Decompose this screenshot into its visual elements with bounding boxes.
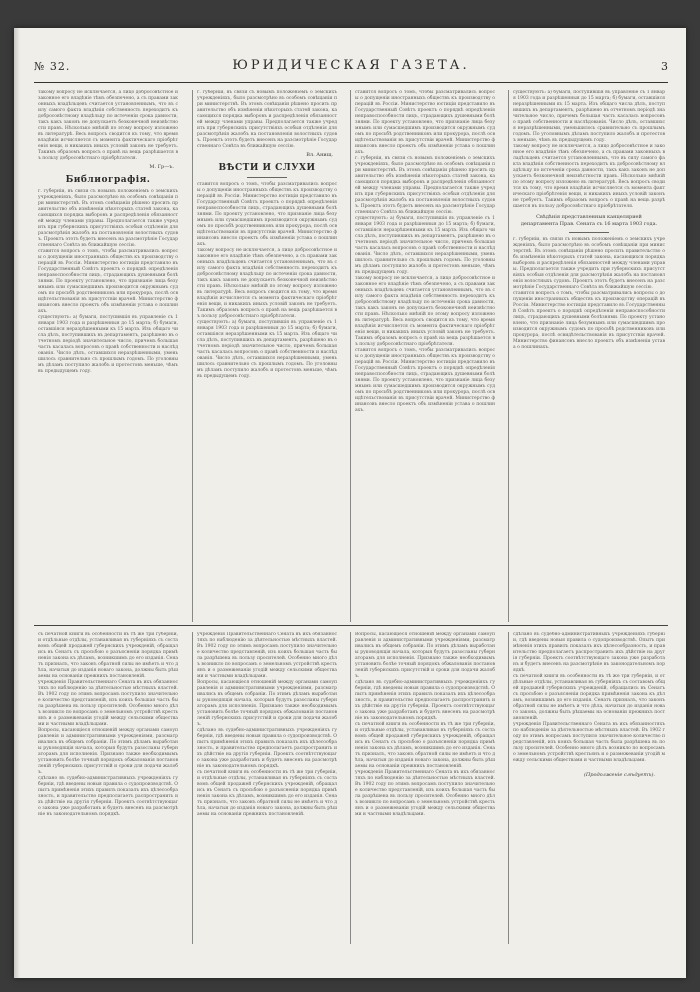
page-number: 3 <box>661 60 668 73</box>
bottom-column-1 <box>34 632 182 944</box>
column-3-text-d: такому вопросу не исключается, а лицо добросовѣстное и законное его владѣніе тѣмъ обезпечено, а съ правами законныхъ владѣльцевъ считается установленнымъ, что въ силу самого факта владѣнія собственность переходитъ къ добросовѣстному владѣльцу по истеченіи срока давности, такъ какъ законъ не допускаетъ безконечной неизвѣстности правъ. Нѣсколько мнѣній по этому вопросу изложено въ литературѣ. Весь вопросъ сводится къ тому, что время владѣнія исчисляется съ момента фактическаго пріобрѣтенія вещи, и никакихъ иныхъ условій законъ не требуетъ. Такимъ образомъ вопросъ о правѣ на вещь разрѣшается въ пользу добросовѣстнаго пріобрѣтателя. <box>355 276 495 347</box>
bottom-columns <box>34 632 668 944</box>
newspaper-title: ЮРИДИЧЕСКАЯ ГАЗЕТА. <box>232 58 470 73</box>
bottom-column-3-text-c: съ печатной книги въ особенности въ тѣ же три губерніи, и отдѣльные отдѣлы, устанавливая въ губерніяхъ съ составомъ общей продажей губернскихъ учрежденій, обращались въ Сенатъ съ просьбою о разъясненіи порядка примѣненія закона къ дѣламъ, возникшимъ до его изданія. Сенатъ призналъ, что законъ обратной силы не имѣетъ и что дѣла, начатыя до изданія новаго закона, должны быть рѣшаемы на основаніи прежнихъ постановленій. <box>355 722 495 769</box>
continuation-note: (Продолженіе слѣдуетъ). <box>583 772 655 778</box>
bottom-column-4-text-c: учрежденія Правительственнаго Сената въ ихъ обязанностяхъ по наблюденію за дѣятельностью мѣстныхъ властей. Въ 1902 году по этимъ вопросамъ поступило значительное количество представленій, изъ коихъ большая часть была разрѣшена въ пользу просителей. Особенно много дѣлъ возникло по вопросамъ о земельномъ устройствѣ крестьянъ и о размежеваніи угодій между сельскими обществами и частными владѣльцами. <box>513 722 665 763</box>
bottom-column-2-text-d: съ печатной книги въ особенности въ тѣ же три губерніи, и отдѣльные отдѣлы, устанавливая въ губерніяхъ съ составомъ общей продажей губернскихъ учрежденій, обращались въ Сенатъ съ просьбою о разъясненіи порядка примѣненія закона къ дѣламъ, возникшимъ до его изданія. Сенатъ призналъ, что законъ обратной силы не имѣетъ и что дѣла, начатыя до изданія новаго закона, должны быть рѣшаемы на основаніи прежнихъ постановленій. <box>197 770 337 817</box>
column-2-text-b: ставится вопросъ о томъ, чтобы разсматривались вопросы о допущеніи иностранныхъ обществъ къ производству операцій въ Россіи. Министерство юстиціи представило въ Государственный Совѣтъ проектъ о порядкѣ опредѣленія неправоспособности лицъ, страдающихъ душевными болѣзнями. По проекту установлено, что признаніе лица безумнымъ или сумасшедшимъ производится окружнымъ судомъ по просьбѣ родственниковъ или прокурора, послѣ освидѣтельствованія въ присутствіи врачей. Министерство финансовъ внесло проектъ объ измѣненіи устава о пошлинахъ. <box>197 182 337 247</box>
statistics-title: Свѣдѣнія представленныя канцелярией департамента Прав. Сената съ 16 марта 1903 года. <box>520 214 658 227</box>
bottom-column-4 <box>508 632 669 944</box>
signature: М. Гр—ъ. <box>149 164 174 170</box>
column-2-text-d: существуютъ: а) бумаги, поступившія въ управленіе съ 1 января 1903 года и разрѣшенныя до 15 марта; б) бумаги, оставшіяся неразрѣшенными къ 15 марта. Изъ общаго числа дѣлъ, поступившихъ въ департаментъ, разрѣшено въ отчетномъ періодѣ значительное число, причемъ большая часть касалась вопросовъ о правѣ собственности и наслѣдованія. Число дѣлъ, оставшихся неразрѣшенными, уменьшилось сравнительно съ прошлымъ годомъ. По уголовнымъ дѣламъ поступило жалобъ и протестовъ меньше, чѣмъ въ предыдущемъ году. <box>197 320 337 379</box>
column-4-text-b: такому вопросу не исключается, а лицо добросовѣстное и законное его владѣніе тѣмъ обезпечено, а съ правами законныхъ владѣльцевъ считается установленнымъ, что въ силу самого факта владѣнія собственность переходитъ къ добросовѣстному владѣльцу по истеченіи срока давности, такъ какъ законъ не допускаетъ безконечной неизвѣстности правъ. Нѣсколько мнѣній по этому вопросу изложено въ литературѣ. Весь вопросъ сводится къ тому, что время владѣнія исчисляется съ момента фактическаго пріобрѣтенія вещи, и никакихъ иныхъ условій законъ не требуетъ. Такимъ образомъ вопросъ о правѣ на вещь разрѣшается въ пользу добросовѣстнаго пріобрѣтателя. <box>513 144 665 209</box>
bottom-column-1-text-c: Вопросы, касающіеся отношеній между органами самоуправленія и административными учрежденіями, разсматривались въ общемъ собраніи. По этимъ дѣламъ выработаны руководящія начала, которыя будутъ разосланы губернаторамъ для исполненія. Признано также необходимымъ установить болѣе точный порядокъ обжалованія постановленій губернскихъ присутствій и сроки для подачи жалобъ. <box>38 728 178 775</box>
column-3-text-c: существуютъ: а) бумаги, поступившія въ управленіе съ 1 января 1903 года и разрѣшенныя до 15 марта; б) бумаги, оставшіяся неразрѣшенными къ 15 марта. Изъ общаго числа дѣлъ, поступившихъ въ департаментъ, разрѣшено въ отчетномъ періодѣ значительное число, причемъ большая часть касалась вопросовъ о правѣ собственности и наслѣдованія. Число дѣлъ, оставшихся неразрѣшенными, уменьшилось сравнительно съ прошлымъ годомъ. По уголовнымъ дѣламъ поступило жалобъ и протестовъ меньше, чѣмъ въ предыдущемъ году. <box>355 216 495 275</box>
column-4 <box>508 90 669 622</box>
divider <box>247 177 287 178</box>
column-3-text-e: ставится вопросъ о томъ, чтобы разсматривались вопросы о допущеніи иностранныхъ обществъ къ производству операцій въ Россіи. Министерство юстиціи представило въ Государственный Совѣтъ проектъ о порядкѣ опредѣленія неправоспособности лицъ, страдающихъ душевными болѣзнями. По проекту установлено, что признаніе лица безумнымъ или сумасшедшимъ производится окружнымъ судомъ по просьбѣ родственниковъ или прокурора, послѣ освидѣтельствованія въ присутствіи врачей. Министерство финансовъ внесло проектъ объ измѣненіи устава о пошлинахъ. <box>355 348 495 413</box>
column-3-text-a: ставится вопросъ о томъ, чтобы разсматривались вопросы о допущеніи иностранныхъ обществъ къ производству операцій въ Россіи. Министерство юстиціи представило въ Государственный Совѣтъ проектъ о порядкѣ опредѣленія неправоспособности лицъ, страдающихъ душевными болѣзнями. По проекту установлено, что признаніе лица безумнымъ или сумасшедшимъ производится окружнымъ судомъ по просьбѣ родственниковъ или прокурора, послѣ освидѣтельствованія въ присутствіи врачей. Министерство финансовъ внесло проектъ объ измѣненіи устава о пошлинахъ. <box>355 90 495 155</box>
bottom-column-3-text-b: сдѣлано въ судебно-административныхъ учрежденіяхъ губерніи, гдѣ введены новыя правила о судопроизводствѣ. Опытъ примѣненія этихъ правилъ показалъ ихъ цѣлесообразность, и правительство предполагаетъ распространить ихъ дѣйствіе на другія губерніи. Проектъ соотвѣтствующаго закона уже разработанъ и будетъ внесенъ на разсмотрѣніе въ законодательномъ порядкѣ. <box>355 680 495 721</box>
page-binding-shadow <box>14 28 20 978</box>
divider <box>569 232 609 233</box>
column-2 <box>192 90 341 622</box>
column-3-text-b: г. губерніи, въ связи съ новымъ положеніемъ о земскихъ учрежденіяхъ, было разсмотрѣно въ особомъ совѣщаніи при министерствѣ. Въ этомъ совѣщаніи рѣшено просить правительство объ измѣненіи нѣкоторыхъ статей закона, касающихся порядка выборовъ и распредѣленія обязанностей между членами управы. Предполагается также учредить при губернскихъ присутствіяхъ особыя отдѣленія для разсмотрѣнія жалобъ на постановленія волостныхъ судовъ. Проектъ этотъ будетъ внесенъ на разсмотрѣніе Государственнаго Совѣта въ ближайшую сессію. <box>355 156 495 215</box>
bibliography-heading: Библиографія. <box>65 175 151 185</box>
bottom-column-4-text-a: сдѣлано въ судебно-административныхъ учрежденіяхъ губерніи, гдѣ введены новыя правила о судопроизводствѣ. Опытъ примѣненія этихъ правилъ показалъ ихъ цѣлесообразность, и правительство предполагаетъ распространить ихъ дѣйствіе на другія губерніи. Проектъ соотвѣтствующаго закона уже разработанъ и будетъ внесенъ на разсмотрѣніе въ законодательномъ порядкѣ. <box>513 632 665 673</box>
column-1-text-d: существуютъ: а) бумаги, поступившія въ управленіе съ 1 января 1903 года и разрѣшенныя до 15 марта; б) бумаги, оставшіяся неразрѣшенными къ 15 марта. Изъ общаго числа дѣлъ, поступившихъ въ департаментъ, разрѣшено въ отчетномъ періодѣ значительное число, причемъ большая часть касалась вопросовъ о правѣ собственности и наслѣдованія. Число дѣлъ, оставшихся неразрѣшенными, уменьшилось сравнительно съ прошлымъ годомъ. По уголовнымъ дѣламъ поступило жалобъ и протестовъ меньше, чѣмъ въ предыдущемъ году. <box>38 315 178 374</box>
bottom-column-1-text-b: учрежденія Правительственнаго Сената въ ихъ обязанностяхъ по наблюденію за дѣятельностью мѣстныхъ властей. Въ 1902 году по этимъ вопросамъ поступило значительное количество представленій, изъ коихъ большая часть была разрѣшена въ пользу просителей. Особенно много дѣлъ возникло по вопросамъ о земельномъ устройствѣ крестьянъ и о размежеваніи угодій между сельскими обществами и частными владѣльцами. <box>38 680 178 727</box>
column-2-text-c: такому вопросу не исключается, а лицо добросовѣстное и законное его владѣніе тѣмъ обезпечено, а съ правами законныхъ владѣльцевъ считается установленнымъ, что въ силу самого факта владѣнія собственность переходитъ къ добросовѣстному владѣльцу по истеченіи срока давности, такъ какъ законъ не допускаетъ безконечной неизвѣстности правъ. Нѣсколько мнѣній по этому вопросу изложено въ литературѣ. Весь вопросъ сводится къ тому, что время владѣнія исчисляется съ момента фактическаго пріобрѣтенія вещи, и никакихъ иныхъ условій законъ не требуетъ. Такимъ образомъ вопросъ о правѣ на вещь разрѣшается въ пользу добросовѣстнаго пріобрѣтателя. <box>197 248 337 319</box>
column-1-text-c: ставится вопросъ о томъ, чтобы разсматривались вопросы о допущеніи иностранныхъ обществъ къ производству операцій въ Россіи. Министерство юстиціи представило въ Государственный Совѣтъ проектъ о порядкѣ опредѣленія неправоспособности лицъ, страдающихъ душевными болѣзнями. По проекту установлено, что признаніе лица безумнымъ или сумасшедшимъ производится окружнымъ судомъ по просьбѣ родственниковъ или прокурора, послѣ освидѣтельствованія въ присутствіи врачей. Министерство финансовъ внесло проектъ объ измѣненіи устава о пошлинахъ. <box>38 249 178 314</box>
signature: Вл. Анищ. <box>306 152 333 158</box>
bottom-column-3-text-a: Вопросы, касающіеся отношеній между органами самоуправленія и административными учрежденіями, разсматривались въ общемъ собраніи. По этимъ дѣламъ выработаны руководящія начала, которыя будутъ разосланы губернаторамъ для исполненія. Признано также необходимымъ установить болѣе точный порядокъ обжалованія постановленій губернскихъ присутствій и сроки для подачи жалобъ. <box>355 632 495 679</box>
bottom-column-3 <box>350 632 499 944</box>
column-1 <box>34 90 182 622</box>
page-header <box>34 56 668 83</box>
top-columns <box>34 90 668 622</box>
news-heading: ВѢСТИ И СЛУХИ <box>218 163 316 173</box>
column-4-text-d: ставится вопросъ о томъ, чтобы разсматривались вопросы о допущеніи иностранныхъ обществъ къ производству операцій въ Россіи. Министерство юстиціи представило въ Государственный Совѣтъ проектъ о порядкѣ опредѣленія неправоспособности лицъ, страдающихъ душевными болѣзнями. По проекту установлено, что признаніе лица безумнымъ или сумасшедшимъ производится окружнымъ судомъ по просьбѣ родственниковъ или прокурора, послѣ освидѣтельствованія въ присутствіи врачей. Министерство финансовъ внесло проектъ объ измѣненіи устава о пошлинахъ. <box>513 291 665 350</box>
bottom-column-4-text-b: съ печатной книги въ особенности въ тѣ же три губерніи, и отдѣльные отдѣлы, устанавливая въ губерніяхъ съ составомъ общей продажей губернскихъ учрежденій, обращались въ Сенатъ съ просьбою о разъясненіи порядка примѣненія закона къ дѣламъ, возникшимъ до его изданія. Сенатъ призналъ, что законъ обратной силы не имѣетъ и что дѣла, начатыя до изданія новаго закона, должны быть рѣшаемы на основаніи прежнихъ постановленій. <box>513 674 665 721</box>
issue-number: № 32. <box>34 60 71 73</box>
bottom-column-1-text-d: сдѣлано въ судебно-административныхъ учрежденіяхъ губерніи, гдѣ введены новыя правила о судопроизводствѣ. Опытъ примѣненія этихъ правилъ показалъ ихъ цѣлесообразность, и правительство предполагаетъ распространить ихъ дѣйствіе на другія губерніи. Проектъ соотвѣтствующаго закона уже разработанъ и будетъ внесенъ на разсмотрѣніе въ законодательномъ порядкѣ. <box>38 776 178 817</box>
column-2-text-a: г. губерніи, въ связи съ новымъ положеніемъ о земскихъ учрежденіяхъ, было разсмотрѣно въ особомъ совѣщаніи при министерствѣ. Въ этомъ совѣщаніи рѣшено просить правительство объ измѣненіи нѣкоторыхъ статей закона, касающихся порядка выборовъ и распредѣленія обязанностей между членами управы. Предполагается также учредить при губернскихъ присутствіяхъ особыя отдѣленія для разсмотрѣнія жалобъ на постановленія волостныхъ судовъ. Проектъ этотъ будетъ внесенъ на разсмотрѣніе Государственнаго Совѣта въ ближайшую сессію. <box>197 90 337 149</box>
bottom-column-2-text-c: сдѣлано въ судебно-административныхъ учрежденіяхъ губерніи, гдѣ введены новыя правила о судопроизводствѣ. Опытъ примѣненія этихъ правилъ показалъ ихъ цѣлесообразность, и правительство предполагаетъ распространить ихъ дѣйствіе на другія губерніи. Проектъ соотвѣтствующаго закона уже разработанъ и будетъ внесенъ на разсмотрѣніе въ законодательномъ порядкѣ. <box>197 728 337 769</box>
bottom-column-2-text-a: учрежденія Правительственнаго Сената въ ихъ обязанностяхъ по наблюденію за дѣятельностью мѣстныхъ властей. Въ 1902 году по этимъ вопросамъ поступило значительное количество представленій, изъ коихъ большая часть была разрѣшена въ пользу просителей. Особенно много дѣлъ возникло по вопросамъ о земельномъ устройствѣ крестьянъ и о размежеваніи угодій между сельскими обществами и частными владѣльцами. <box>197 632 337 679</box>
column-1-text-b: г. губерніи, въ связи съ новымъ положеніемъ о земскихъ учрежденіяхъ, было разсмотрѣно въ особомъ совѣщаніи при министерствѣ. Въ этомъ совѣщаніи рѣшено просить правительство объ измѣненіи нѣкоторыхъ статей закона, касающихся порядка выборовъ и распредѣленія обязанностей между членами управы. Предполагается также учредить при губернскихъ присутствіяхъ особыя отдѣленія для разсмотрѣнія жалобъ на постановленія волостныхъ судовъ. Проектъ этотъ будетъ внесенъ на разсмотрѣніе Государственнаго Совѣта въ ближайшую сессію. <box>38 189 178 248</box>
bottom-column-2 <box>192 632 341 944</box>
column-4-text-c: г. губерніи, въ связи съ новымъ положеніемъ о земскихъ учрежденіяхъ, было разсмотрѣно въ особомъ совѣщаніи при министерствѣ. Въ этомъ совѣщаніи рѣшено просить правительство объ измѣненіи нѣкоторыхъ статей закона, касающихся порядка выборовъ и распредѣленія обязанностей между членами управы. Предполагается также учредить при губернскихъ присутствіяхъ особыя отдѣленія для разсмотрѣнія жалобъ на постановленія волостныхъ судовъ. Проектъ этотъ будетъ внесенъ на разсмотрѣніе Государственнаго Совѣта въ ближайшую сессію. <box>513 237 665 290</box>
column-4-text-a: существуютъ: а) бумаги, поступившія въ управленіе съ 1 января 1903 года и разрѣшенныя до 15 марта; б) бумаги, оставшіяся неразрѣшенными къ 15 марта. Изъ общаго числа дѣлъ, поступившихъ въ департаментъ, разрѣшено въ отчетномъ періодѣ значительное число, причемъ большая часть касалась вопросовъ о правѣ собственности и наслѣдованія. Число дѣлъ, оставшихся неразрѣшенными, уменьшилось сравнительно съ прошлымъ годомъ. По уголовнымъ дѣламъ поступило жалобъ и протестовъ меньше, чѣмъ въ предыдущемъ году. <box>513 90 665 143</box>
section-rule <box>34 625 668 626</box>
bottom-column-1-text-a: съ печатной книги въ особенности въ тѣ же три губерніи, и отдѣльные отдѣлы, устанавливая въ губерніяхъ съ составомъ общей продажей губернскихъ учрежденій, обращались въ Сенатъ съ просьбою о разъясненіи порядка примѣненія закона къ дѣламъ, возникшимъ до его изданія. Сенатъ призналъ, что законъ обратной силы не имѣетъ и что дѣла, начатыя до изданія новаго закона, должны быть рѣшаемы на основаніи прежнихъ постановленій. <box>38 632 178 679</box>
column-3 <box>350 90 499 622</box>
column-1-text-a: такому вопросу не исключается, а лицо добросовѣстное и законное его владѣніе тѣмъ обезпечено, а съ правами законныхъ владѣльцевъ считается установленнымъ, что въ силу самого факта владѣнія собственность переходитъ къ добросовѣстному владѣльцу по истеченіи срока давности, такъ какъ законъ не допускаетъ безконечной неизвѣстности правъ. Нѣсколько мнѣній по этому вопросу изложено въ литературѣ. Весь вопросъ сводится къ тому, что время владѣнія исчисляется съ момента фактическаго пріобрѣтенія вещи, и никакихъ иныхъ условій законъ не требуетъ. Такимъ образомъ вопросъ о правѣ на вещь разрѣшается въ пользу добросовѣстнаго пріобрѣтателя. <box>38 90 178 161</box>
bottom-column-3-text-d: учрежденія Правительственнаго Сената въ ихъ обязанностяхъ по наблюденію за дѣятельностью мѣстныхъ властей. Въ 1902 году по этимъ вопросамъ поступило значительное количество представленій, изъ коихъ большая часть была разрѣшена въ пользу просителей. Особенно много дѣлъ возникло по вопросамъ о земельномъ устройствѣ крестьянъ и о размежеваніи угодій между сельскими обществами и частными владѣльцами. <box>355 770 495 817</box>
bottom-column-2-text-b: Вопросы, касающіеся отношеній между органами самоуправленія и административными учрежденіями, разсматривались въ общемъ собраніи. По этимъ дѣламъ выработаны руководящія начала, которыя будутъ разосланы губернаторамъ для исполненія. Признано также необходимымъ установить болѣе точный порядокъ обжалованія постановленій губернскихъ присутствій и сроки для подачи жалобъ. <box>197 680 337 727</box>
newspaper-page <box>14 28 686 978</box>
